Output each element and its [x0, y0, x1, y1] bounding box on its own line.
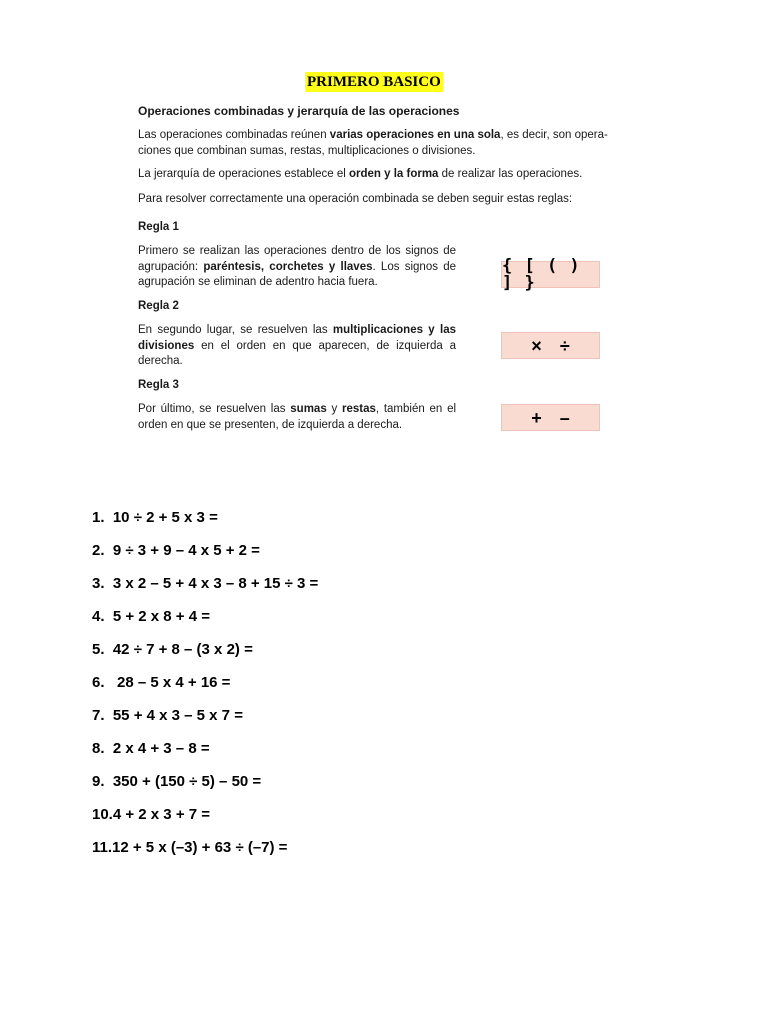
intro-paragraph-2: [138, 166, 628, 182]
exercise-item: 7. 55 + 4 x 3 – 5 x 7 =: [92, 707, 243, 724]
bold-text: paréntesis, corchetes y llaves: [203, 260, 373, 273]
intro-paragraph-3: Para resolver correctamente una operación combinada se deben seguir estas reglas:: [138, 193, 573, 205]
bold-text: sumas: [290, 403, 327, 415]
rule-3-title: Regla 3: [138, 379, 179, 391]
multiply-symbol: ×: [531, 335, 542, 356]
bold-text: multiplicaciones y las divisiones: [138, 324, 456, 352]
exercise-item: 5. 42 ÷ 7 + 8 – (3 x 2) =: [92, 641, 253, 658]
rule-3-symbol-box: [501, 404, 600, 431]
intro-paragraph-1: [138, 127, 628, 159]
text-segment: y: [326, 403, 342, 415]
rule-2-symbol-box: [501, 332, 600, 359]
text-segment: Primero se realizan las operaciones dentro de los signos de agrupación:: [138, 245, 456, 273]
page-title: PRIMERO BASICO: [307, 74, 441, 90]
bold-text: restas: [342, 403, 376, 415]
text-segment: En segundo lugar, se resuelven las: [138, 324, 333, 336]
rule-2-text: [138, 323, 456, 370]
plus-symbol: +: [531, 407, 542, 428]
exercise-item: 10.4 + 2 x 3 + 7 =: [92, 806, 211, 823]
bold-text: orden y la forma: [348, 168, 439, 180]
text-segment: . Los signos de agrupación se eliminan de adentro hacia fuera.: [138, 260, 456, 288]
text-segment: Las operaciones combinadas reúnen: [138, 129, 330, 141]
minus-symbol: –: [559, 407, 570, 428]
text-segment: , es decir, son opera-ciones que combinan sumas, restas, multiplicaciones o divisiones.: [138, 129, 608, 157]
text-segment: , también en el orden en que se presenten, de izquierda a derecha.: [138, 403, 457, 431]
exercise-item: 1. 10 ÷ 2 + 5 x 3 =: [92, 509, 218, 526]
exercise-item: 9. 350 + (150 ÷ 5) – 50 =: [92, 773, 262, 790]
rule-1-symbol-box: [501, 255, 600, 293]
rule-1-title: Regla 1: [138, 221, 179, 233]
grouping-signs-symbol: { [ ( ) ] }: [502, 255, 581, 293]
rule-2-title: Regla 2: [138, 300, 179, 312]
text-segment: Por último, se resuelven las: [138, 403, 291, 415]
section-heading: Operaciones combinadas y jerarquía de las operaciones: [138, 104, 460, 118]
text-segment: La jerarquía de operaciones establece el: [138, 168, 349, 180]
exercise-item: 6. 28 – 5 x 4 + 16 =: [92, 674, 231, 691]
text-segment: de realizar las operaciones.: [438, 168, 583, 180]
rule-1-text: [138, 244, 456, 291]
exercise-item: 4. 5 + 2 x 8 + 4 =: [92, 608, 211, 625]
exercise-item: 2. 9 ÷ 3 + 9 – 4 x 5 + 2 =: [92, 542, 260, 559]
divide-symbol: ÷: [559, 335, 570, 356]
exercise-list: [92, 507, 318, 870]
bold-text: varias operaciones en una sola: [329, 129, 501, 141]
text-segment: en el orden en que aparecen, de izquierda a derecha.: [138, 339, 456, 367]
exercise-item: 3. 3 x 2 – 5 + 4 x 3 – 8 + 15 ÷ 3 =: [92, 575, 319, 592]
rule-3-text: [138, 402, 456, 433]
exercise-item: 11.12 + 5 x (–3) + 63 ÷ (–7) =: [92, 839, 288, 856]
exercise-item: 8. 2 x 4 + 3 – 8 =: [92, 740, 210, 757]
